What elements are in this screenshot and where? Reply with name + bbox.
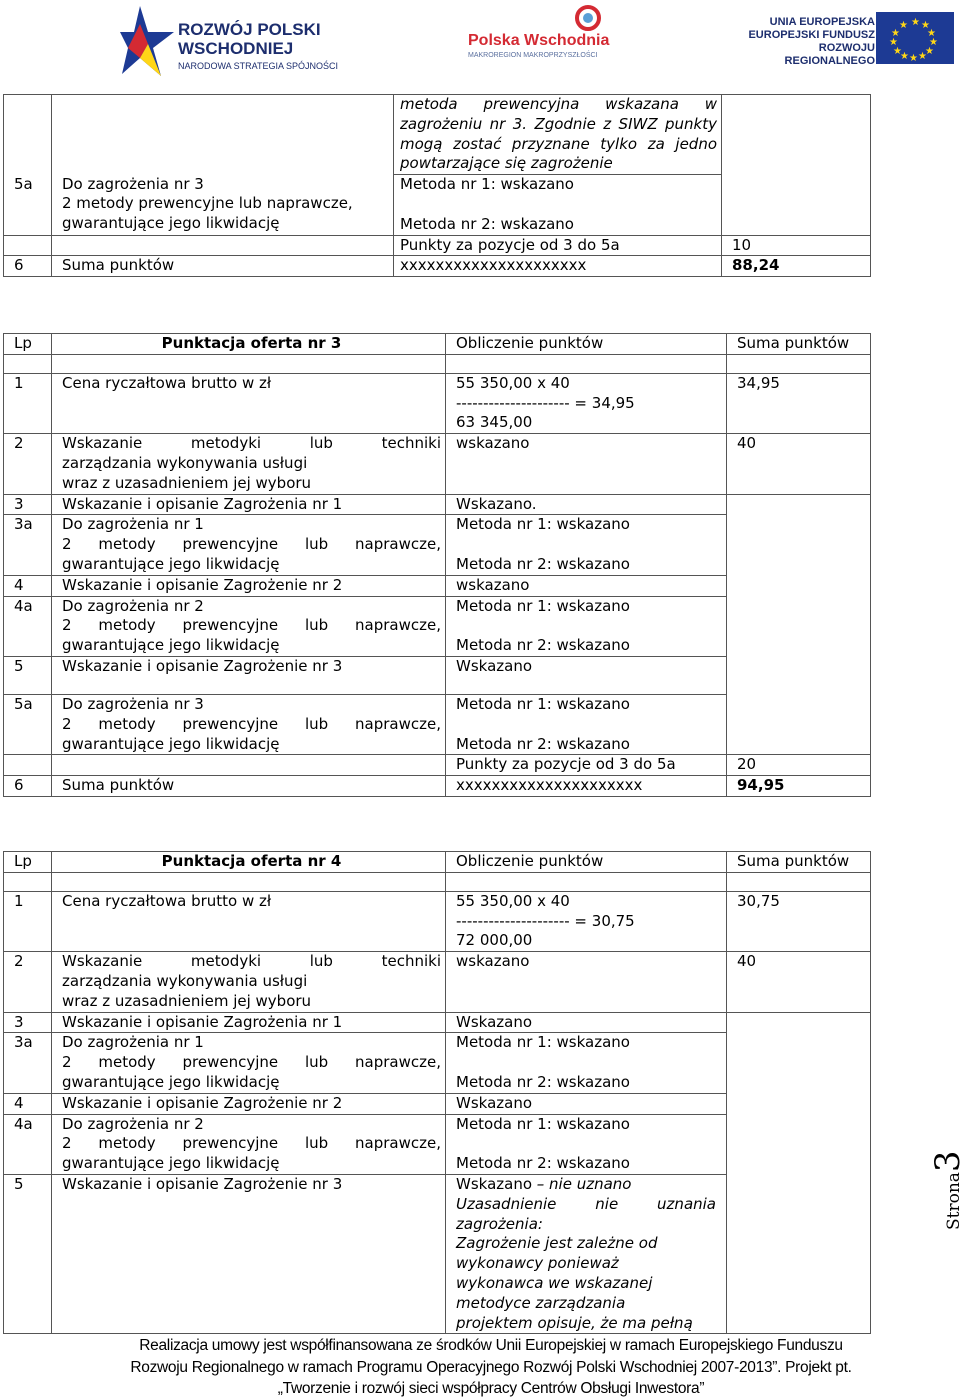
row-label: gwarantujące jego likwidację	[62, 1154, 280, 1173]
pw-subtitle: MAKROREGION MAKROPRZYSZŁOŚCI	[468, 52, 598, 59]
row-label: Wskazanie i opisanie Zagrożenie nr 2	[52, 575, 446, 596]
table-row	[4, 1174, 871, 1333]
row-lp: 3a	[4, 1033, 52, 1093]
row-label: Wskazanie i opisanie Zagrożenie nr 2	[52, 1093, 446, 1114]
row-label: Do zagrożenia nr 1	[62, 515, 204, 534]
rpw-title: ROZWÓJ POLSKI WSCHODNIEJ	[178, 20, 321, 58]
justification-line: wykonawca we wskazanej	[456, 1273, 653, 1292]
method-2-value: Metoda nr 2: wskazano	[456, 734, 630, 753]
method-2-value: Metoda nr 2: wskazano	[456, 1072, 630, 1091]
row-label: wraz z uzasadnieniem jej wyboru	[62, 991, 312, 1010]
row-label: Cena ryczałtowa brutto w zł	[52, 373, 446, 433]
points-range-label: Punkty za pozycje od 3 do 5a	[446, 755, 727, 776]
header-title: Punktacja oferta nr 3	[52, 334, 446, 355]
header-sum: Suma punktów	[727, 334, 871, 355]
table-row	[4, 175, 871, 235]
eu-flag-icon	[876, 12, 954, 64]
row-points: 40	[727, 952, 871, 1012]
table-row	[4, 776, 871, 797]
row-label: Do zagrożenia nr 2	[62, 1114, 204, 1133]
row-points: 40	[727, 434, 871, 494]
table-row	[4, 694, 871, 754]
calc-denominator: 63 345,00	[456, 413, 533, 432]
rpw-star-icon	[120, 4, 176, 84]
table-row	[4, 952, 871, 1012]
row-calc: wskazano	[446, 434, 727, 494]
row-lp: 4	[4, 575, 52, 596]
table-row	[4, 656, 871, 694]
pw-title: Polska Wschodnia	[468, 32, 610, 49]
calc-result: --------------------- = 34,95	[456, 393, 635, 412]
method-2-value: Metoda nr 2: wskazano	[456, 554, 630, 573]
row-lp: 3	[4, 494, 52, 515]
row-calc: wskazano	[446, 575, 727, 596]
total-points: 94,95	[727, 776, 871, 797]
row-label: Wskazanie i opisanie Zagrożenie nr 3	[52, 656, 446, 694]
row-label: zarządzania wykonywania usługi	[62, 971, 308, 990]
calc-denominator: 72 000,00	[456, 931, 533, 950]
justification-heading: Uzasadnienie nie uznania	[456, 1194, 716, 1213]
calc-result: --------------------- = 30,75	[456, 911, 635, 930]
svg-text:★: ★	[899, 20, 908, 31]
row-label: Wskazanie i opisanie Zagrożenie nr 3	[52, 1174, 446, 1333]
row-points: 34,95	[727, 373, 871, 433]
not-accepted-note: – nie uznano	[532, 1174, 632, 1193]
row-calc: Wskazano	[446, 1093, 727, 1114]
method-2-value: Metoda nr 2: wskazano	[400, 214, 574, 233]
table-row	[4, 596, 871, 656]
row-lp: 3a	[4, 515, 52, 575]
polska-wschodnia-logo	[468, 0, 618, 86]
footer-line: Rozwoju Regionalnego w ramach Programu Operacyjnego Rozwój Polski Wschodniej 2007-2013”. Projekt pt.	[130, 1358, 852, 1376]
svg-text:★: ★	[889, 37, 898, 48]
method-1-value: Metoda nr 1: wskazano	[456, 694, 630, 713]
row-label: Do zagrożenia nr 1	[62, 1033, 204, 1052]
justification-line: metodyce zarządzania	[456, 1293, 626, 1312]
row-label: 2 metody prewencyjne lub naprawcze,	[62, 194, 353, 213]
table-row	[4, 373, 871, 433]
table-header-row	[4, 334, 871, 355]
row-label: Suma punktów	[52, 256, 394, 277]
score-table-continuation	[3, 94, 871, 277]
justification-line: Zagrożenie jest zależne od	[456, 1234, 658, 1253]
table-row	[4, 256, 871, 277]
row-calc: Wskazano	[446, 1012, 727, 1033]
footer-note	[96, 1335, 886, 1400]
row-label: 2 metody prewencyjne lub naprawcze,	[62, 714, 441, 733]
placeholder-x: xxxxxxxxxxxxxxxxxxxxx	[394, 256, 722, 277]
row-calc: Wskazano	[456, 1174, 533, 1193]
row-label: wraz z uzasadnieniem jej wyboru	[62, 473, 312, 492]
points-range-value: 10	[722, 235, 871, 256]
footer-line: Realizacja umowy jest współfinansowana ze środków Unii Europejskiej w ramach Europejskiego Funduszu	[139, 1337, 843, 1354]
row-label: Do zagrożenia nr 3	[62, 174, 204, 193]
row-label: Wskazanie metodyki lub techniki	[62, 434, 441, 453]
row-lp: 5a	[4, 694, 52, 754]
method-1-value: Metoda nr 1: wskazano	[456, 1033, 630, 1052]
row-points: 30,75	[727, 891, 871, 951]
justification-line: wykonawcy ponieważ	[456, 1254, 619, 1273]
row-label: gwarantujące jego likwidację	[62, 1072, 280, 1091]
points-range-value: 20	[727, 755, 871, 776]
rpw-subtitle: NARODOWA STRATEGIA SPÓJNOŚCI	[178, 61, 339, 71]
table-row	[4, 515, 871, 575]
method-2-value: Metoda nr 2: wskazano	[456, 636, 630, 655]
row-label: gwarantujące jego likwidację	[62, 734, 280, 753]
row-label: Wskazanie i opisanie Zagrożenia nr 1	[52, 494, 446, 515]
table-header-row	[4, 852, 871, 873]
table-row	[4, 1093, 871, 1114]
eu-fund-logo	[728, 0, 956, 86]
justification-note: metoda prewencyjna wskazana w zagrożeniu nr 3. Zgodnie z SIWZ punkty mogą zostać przyznane tylko za jedno powtarzające się zagrożenie	[394, 95, 722, 175]
total-points: 88,24	[722, 256, 871, 277]
method-1-value: Metoda nr 1: wskazano	[456, 596, 630, 615]
method-1-value: Metoda nr 1: wskazano	[456, 515, 630, 534]
header-calc: Obliczenie punktów	[446, 852, 727, 873]
justification-line: projektem opisuje, że ma pełną	[456, 1313, 693, 1332]
row-lp: 4a	[4, 596, 52, 656]
row-label: Do zagrożenia nr 2	[62, 596, 204, 615]
justification-line: zagrożenia:	[456, 1214, 543, 1233]
header-calc: Obliczenie punktów	[446, 334, 727, 355]
row-label: 2 metody prewencyjne lub naprawcze,	[62, 1134, 441, 1153]
header-sum: Suma punktów	[727, 852, 871, 873]
row-lp: 5	[4, 1174, 52, 1333]
page-number: 3	[928, 1150, 968, 1173]
page-number-label	[928, 1150, 968, 1230]
score-table-offer-4	[3, 851, 871, 1334]
footer-line: „Tworzenie i rozwój sieci współpracy Centrów Obsługi Inwestora”	[277, 1380, 705, 1397]
calc-numerator: 55 350,00 x 40	[456, 891, 570, 910]
svg-text:★: ★	[911, 17, 920, 28]
method-2-value: Metoda nr 2: wskazano	[456, 1154, 630, 1173]
row-lp: 6	[4, 256, 52, 277]
row-lp: 4	[4, 1093, 52, 1114]
svg-text:★: ★	[891, 28, 900, 39]
row-lp: 5	[4, 656, 52, 694]
table-row	[4, 95, 871, 175]
row-calc: wskazano	[446, 952, 727, 1012]
page-word: Strona	[944, 1172, 964, 1230]
table-row	[4, 755, 871, 776]
row-label: Suma punktów	[52, 776, 446, 797]
row-lp: 4a	[4, 1114, 52, 1174]
header-lp: Lp	[4, 852, 52, 873]
svg-text:★: ★	[929, 37, 938, 48]
row-label: Wskazanie metodyki lub techniki	[62, 952, 441, 971]
row-lp: 2	[4, 952, 52, 1012]
row-label: 2 metody prewencyjne lub naprawcze,	[62, 535, 441, 554]
row-lp: 1	[4, 891, 52, 951]
table-row	[4, 575, 871, 596]
svg-text:★: ★	[900, 51, 909, 62]
table-row	[4, 891, 871, 951]
table-row	[4, 1114, 871, 1174]
table-row	[4, 235, 871, 256]
header-lp: Lp	[4, 334, 52, 355]
svg-text:★: ★	[893, 46, 902, 57]
row-calc: Wskazano	[446, 656, 727, 694]
row-label: gwarantujące jego likwidację	[62, 636, 280, 655]
row-label: gwarantujące jego likwidację	[62, 214, 280, 233]
row-label: zarządzania wykonywania usługi	[62, 453, 308, 472]
table-row	[4, 494, 871, 515]
svg-text:★: ★	[927, 28, 936, 39]
row-lp: 3	[4, 1012, 52, 1033]
row-label: Wskazanie i opisanie Zagrożenia nr 1	[52, 1012, 446, 1033]
row-label: Cena ryczałtowa brutto w zł	[52, 891, 446, 951]
row-lp: 2	[4, 434, 52, 494]
row-label: 2 metody prewencyjne lub naprawcze,	[62, 616, 441, 635]
rozwoj-polski-wschodniej-logo	[120, 0, 380, 86]
row-label: Do zagrożenia nr 3	[62, 694, 204, 713]
svg-text:★: ★	[921, 20, 930, 31]
row-lp: 5a	[4, 175, 52, 235]
row-lp: 1	[4, 373, 52, 433]
row-calc: Wskazano.	[446, 494, 727, 515]
row-lp: 6	[4, 776, 52, 797]
placeholder-x: xxxxxxxxxxxxxxxxxxxxx	[446, 776, 727, 797]
points-range-label: Punkty za pozycje od 3 do 5a	[394, 235, 722, 256]
eu-text: UNIA EUROPEJSKA EUROPEJSKI FUNDUSZ ROZWOJU REGIONALNEGO	[748, 16, 875, 67]
svg-text:★: ★	[918, 51, 927, 62]
score-table-offer-3	[3, 333, 871, 797]
svg-text:★: ★	[925, 46, 934, 57]
method-1-value: Metoda nr 1: wskazano	[400, 175, 574, 194]
row-label: 2 metody prewencyjne lub naprawcze,	[62, 1053, 441, 1072]
method-1-value: Metoda nr 1: wskazano	[456, 1114, 630, 1133]
table-row	[4, 1033, 871, 1093]
svg-text:★: ★	[909, 53, 918, 64]
header-title: Punktacja oferta nr 4	[52, 852, 446, 873]
calc-numerator: 55 350,00 x 40	[456, 373, 570, 392]
row-label: gwarantujące jego likwidację	[62, 554, 280, 573]
table-row	[4, 434, 871, 494]
table-row	[4, 1012, 871, 1033]
